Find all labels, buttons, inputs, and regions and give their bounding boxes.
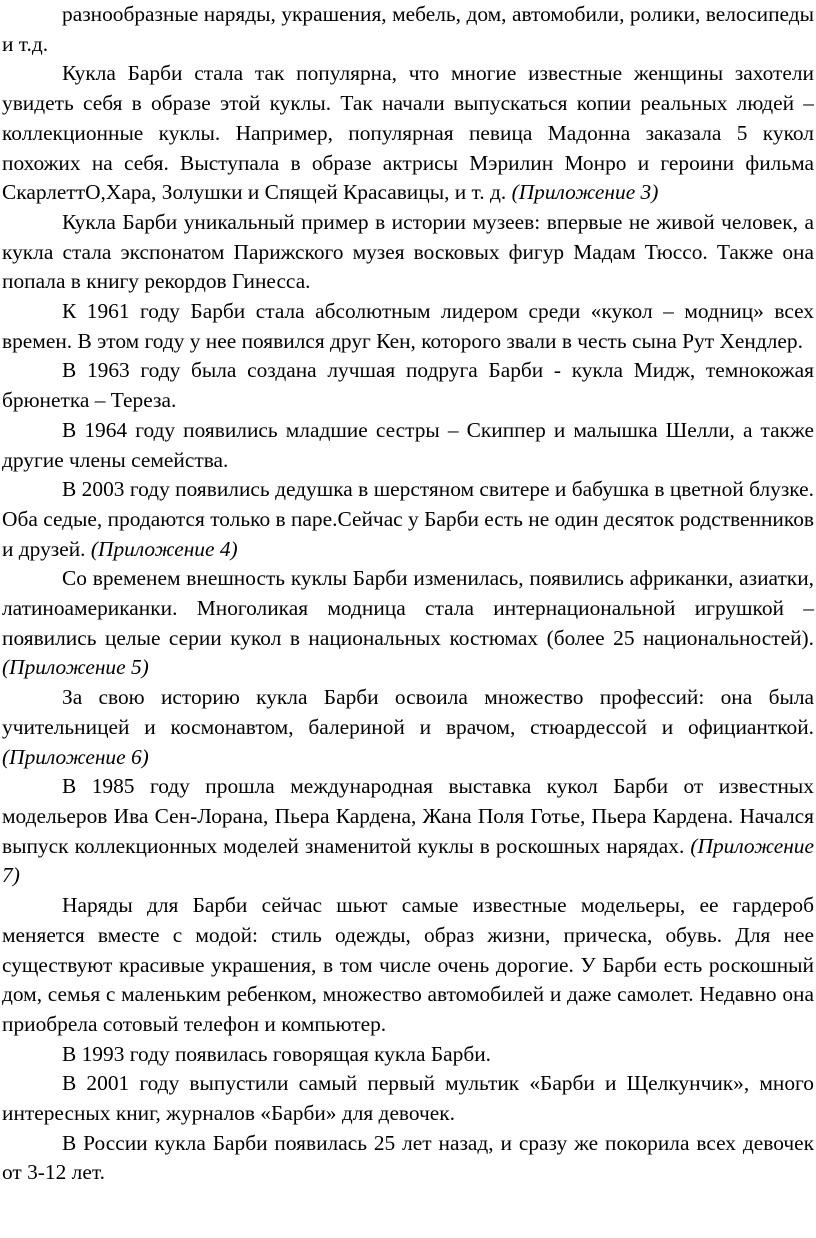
paragraph-russia	[2, 1129, 814, 1188]
paragraph-museum	[2, 208, 814, 297]
paragraph-text: разнообразные наряды, украшения, мебель, дом, автомобили, ролики, велосипеды и т.д.	[2, 2, 814, 56]
paragraph-professions	[2, 683, 814, 772]
paragraph-text: К 1961 году Барби стала абсолютным лидером среди «кукол – модниц» всех времен. В этом году у нее появился друг Кен, которого звали в честь сына Рут Хендлер.	[2, 299, 814, 353]
appendix-reference: (Приложение 7)	[2, 833, 814, 888]
paragraph-wardrobe	[2, 891, 814, 1040]
paragraph-text: В России кукла Барби появилась 25 лет назад, и сразу же покорила всех девочек от 3-12 лет.	[2, 1130, 814, 1185]
paragraph-1961	[2, 297, 814, 356]
appendix-reference: (Приложение 6)	[2, 744, 149, 769]
paragraph-text: За свою историю кукла Барби освоила множество профессий: она была учительницей и космонавтом, балериной и врачом, стюардессой и официанткой.	[2, 685, 814, 739]
paragraph-appearance	[2, 564, 814, 683]
paragraph-collectible-dolls	[2, 59, 814, 208]
paragraph-text: В 1964 году появились младшие сестры – Скиппер и малышка Шелли, а также другие члены семейства.	[2, 417, 814, 472]
paragraph-text: Со временем внешность куклы Барби изменилась, появились африканки, азиатки, латиноамериканки. Многоликая модница стала интернациональной игрушкой – появились целые серии кукол в национальных костюмах (более 25 национальностей).	[2, 566, 814, 650]
paragraph-text: Наряды для Барби сейчас шьют самые известные модельеры, ее гардероб меняется вместе с модой: стиль одежды, образ жизни, прическа, обувь. Для нее существуют красивые украшения, в том числе очень дорогие. У Барби есть роскошный дом, семья с маленьким ребенком, множество автомобилей и даже самолет. Недавно она приобрела сотовый телефон и компьютер.	[2, 893, 814, 1036]
paragraph-text: Кукла Барби стала так популярна, что многие известные женщины захотели увидеть себя в образе этой куклы. Так начали выпускаться копии реальных людей – коллекционные куклы. Например, популярная певица Мадонна заказала 5 кукол похожих на себя. Выступала в образе актрисы Мэрилин Монро и героини фильма СкарлеттО,Хара, Золушки и Спящей Красавицы, и т. д.	[2, 61, 814, 205]
paragraph-text: В 1993 году появилась говорящая кукла Барби.	[62, 1041, 491, 1066]
paragraph-text: В 2003 году появились дедушка в шерстяном свитере и бабушка в цветной блузке. Оба седые, продаются только в паре.Сейчас у Барби есть не один десяток родственников и друзей.	[2, 477, 814, 561]
paragraph-1963	[2, 356, 814, 415]
paragraph-text: В 1985 году прошла международная выставка кукол Барби от известных модельеров Ива Сен-Лорана, Пьера Кардена, Жана Поля Готье, Пьера Кардена. Начался выпуск коллекционных моделей знаменитой куклы в роскошных нарядах.	[2, 774, 814, 858]
paragraph-2003	[2, 475, 814, 564]
paragraph-2001	[2, 1069, 814, 1128]
paragraph-text: В 1963 году была создана лучшая подруга Барби - кукла Мидж, темнокожая брюнетка – Тереза.	[2, 358, 814, 413]
paragraph-1964	[2, 416, 814, 475]
appendix-reference: (Приложение 3)	[511, 180, 659, 205]
paragraph-continuation	[2, 0, 814, 59]
appendix-reference: (Приложение 4)	[90, 536, 238, 561]
paragraph-1993	[2, 1040, 814, 1070]
appendix-reference: (Приложение 5)	[2, 655, 149, 680]
paragraph-1985	[2, 772, 814, 891]
paragraph-text: В 2001 году выпустили самый первый мультик «Барби и Щелкунчик», много интересных книг, журналов «Барби» для девочек.	[2, 1071, 814, 1126]
paragraph-text: Кукла Барби уникальный пример в истории музеев: впервые не живой человек, а кукла стала экспонатом Парижского музея восковых фигур Мадам Тюссо. Также она попала в книгу рекордов Гинесса.	[2, 209, 814, 294]
